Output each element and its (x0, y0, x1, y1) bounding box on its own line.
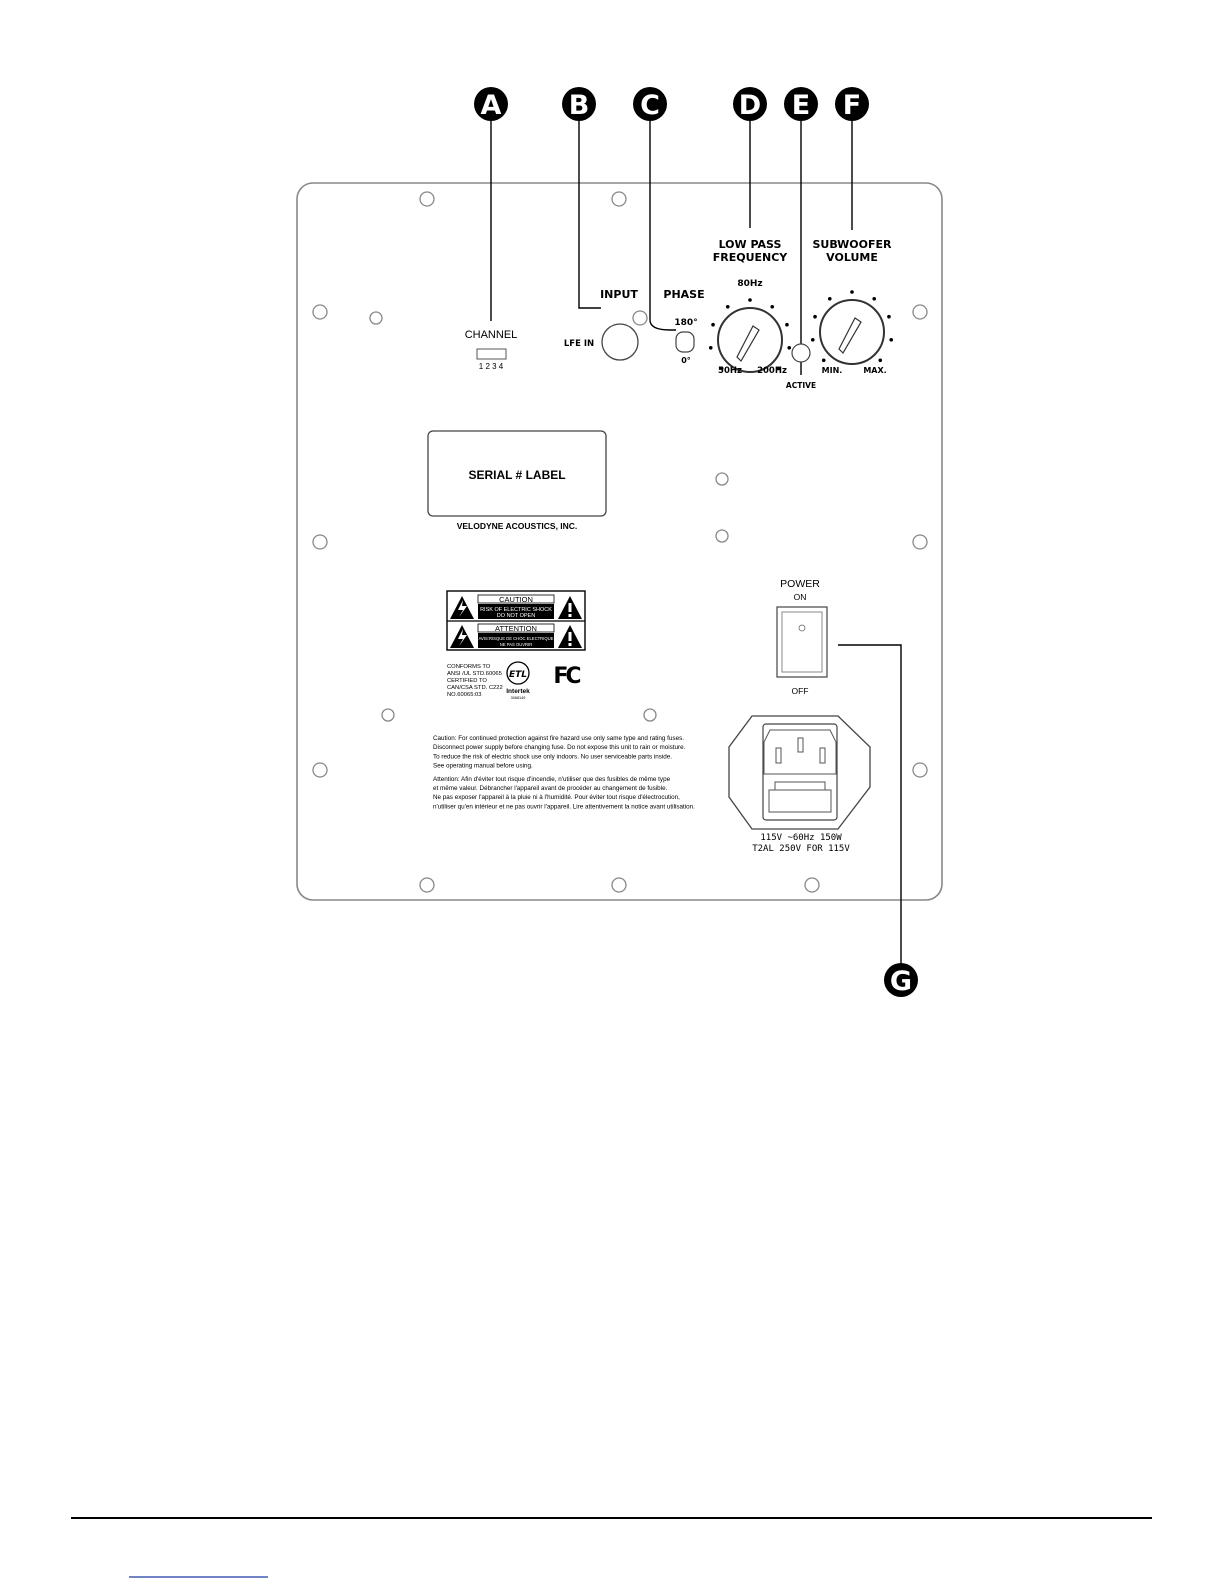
callout-c-letter: C (640, 90, 660, 121)
volume-title-line1: SUBWOOFER (812, 238, 892, 251)
callout-c (633, 87, 667, 121)
intertek-number: 3068149 (510, 696, 526, 700)
scale-dot (850, 290, 854, 294)
volume-max-label: MAX. (863, 366, 887, 375)
callout-e-letter: E (791, 90, 811, 121)
power-indicator-dot (799, 625, 805, 631)
scale-dot (711, 323, 715, 327)
callout-d (733, 87, 767, 121)
serial-label-group (428, 431, 606, 531)
callout-g (884, 963, 918, 997)
scale-dot (828, 297, 832, 301)
phase-0-label: 0° (681, 356, 691, 365)
attention-line1: AVIS:RISQUE DE CHOC ELECTRIQUE (478, 636, 554, 641)
rating-line1: 115V ~60Hz 150W (760, 833, 842, 843)
caution-text-line: Caution: For continued protection against fire hazard use only same type and rating fuses. (433, 735, 684, 742)
scale-dot (872, 297, 876, 301)
scale-dot (811, 338, 815, 342)
intertek-label: Intertek (506, 688, 530, 695)
conformity-line: CONFORMS TO (447, 664, 491, 670)
caution-text-line: To reduce the risk of electric shock use only indoors. No user serviceable parts inside. (433, 753, 673, 761)
callout-f (835, 87, 869, 121)
low-pass-title-line2: FREQUENCY (712, 251, 788, 264)
conformity-line: ANSI /UL STD.60065 (447, 671, 502, 677)
volume-min-label: MIN. (821, 366, 843, 375)
phase-180-label: 180° (674, 318, 698, 328)
scale-dot (785, 323, 789, 327)
input-title: INPUT (600, 288, 638, 301)
conformity-line: CAN/CSA STD. C222 (447, 685, 503, 691)
caution-line1: RISK OF ELECTRIC SHOCK (480, 607, 552, 613)
channel-title: CHANNEL (464, 329, 518, 341)
scale-dot (726, 305, 730, 309)
channel-positions: 1 2 3 4 (478, 362, 504, 371)
low-pass-title-line1: LOW PASS (718, 238, 782, 251)
exclamation-dot (569, 614, 572, 617)
conformity-line: NO.60065:03 (447, 692, 482, 698)
rating-line2: T2AL 250V FOR 115V (752, 844, 850, 854)
scale-dot (878, 358, 882, 362)
callout-b-letter: B (568, 90, 590, 121)
callout-a-letter: A (480, 90, 502, 121)
callout-e (784, 87, 818, 121)
conformity-line: CERTIFIED TO (447, 678, 487, 684)
socket-pin (776, 748, 781, 763)
scale-dot (748, 298, 752, 302)
caution-title: CAUTION (499, 595, 533, 604)
attention-title: ATTENTION (495, 624, 537, 633)
callout-f-letter: F (842, 90, 862, 121)
callout-a (474, 87, 508, 121)
lfe-in-label: LFE IN (563, 339, 595, 349)
lfe-input-jack[interactable] (602, 324, 638, 360)
caution-text-line: See operating manual before using. (433, 762, 533, 770)
callout-g-letter: G (889, 966, 913, 997)
socket-pin (798, 738, 803, 752)
volume-title-line2: VOLUME (826, 251, 878, 264)
scale-dot (709, 346, 713, 350)
fuse-holder (769, 790, 831, 812)
scale-dot (887, 315, 891, 319)
fcc-logo-icon: FC (553, 664, 579, 689)
caution-text-line: et même valeur. Débrancher l'appareil avant de procéder au changement de fusible. (433, 785, 668, 792)
caution-text-line: Disconnect power supply before changing fuse. Do not expose this unit to rain or moisture. (433, 744, 686, 752)
active-label: ACTIVE (785, 381, 817, 390)
phase-title: PHASE (663, 288, 705, 301)
callout-d-letter: D (738, 90, 762, 121)
scale-dot (787, 346, 791, 350)
company-name: VELODYNE ACOUSTICS, INC. (456, 521, 578, 531)
low-pass-200hz-label: 200Hz (757, 366, 787, 376)
exclamation-dot (569, 643, 572, 646)
etl-mark-text: ETL (508, 670, 528, 680)
scale-dot (770, 305, 774, 309)
scale-dot (822, 358, 826, 362)
phase-switch[interactable] (676, 332, 694, 352)
socket-pin (820, 748, 825, 763)
caution-line2: DO NOT OPEN (496, 613, 536, 619)
caution-text-line: Ne pas exposer l'appareil à la pluie ni à l'humidité. Pour éviter tout risque d'électrocution, (433, 794, 680, 802)
callout-b (562, 87, 596, 121)
caution-text-line: Attention: Afin d'éviter tout risque d'incendie, n'utiliser que des fusibles de même type (433, 775, 671, 783)
warning-labels (447, 591, 585, 650)
active-led (792, 344, 810, 362)
scale-dot (889, 338, 893, 342)
low-pass-50hz-label: 50Hz (718, 366, 742, 376)
caution-text-line: n'utiliser qu'en intérieur et ne pas ouvrir l'appareil. Lire attentivement la notice avant utilisation. (433, 803, 695, 811)
power-on-label: ON (793, 592, 807, 602)
scale-dot (813, 315, 817, 319)
serial-label-text: SERIAL # LABEL (468, 468, 566, 482)
power-rocker (782, 612, 822, 672)
attention-line2: NE PAS OUVRIR (499, 642, 533, 647)
exclamation-icon (569, 632, 572, 641)
power-off-label: OFF (791, 686, 809, 696)
power-title: POWER (780, 578, 820, 590)
low-pass-80hz-label: 80Hz (737, 279, 763, 289)
exclamation-icon (569, 603, 572, 612)
channel-switch[interactable] (477, 349, 506, 359)
